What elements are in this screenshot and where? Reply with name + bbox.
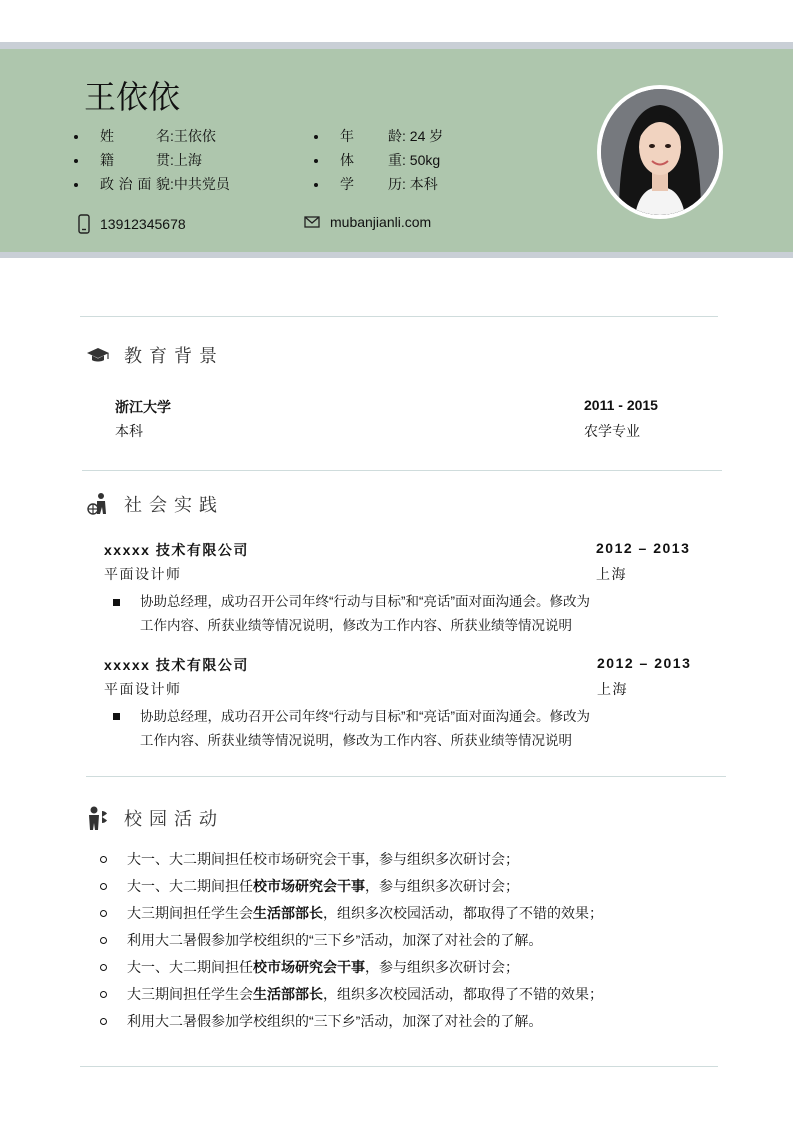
divider bbox=[80, 316, 718, 317]
practice-period: 2012 – 2013 bbox=[597, 655, 692, 671]
practice-period: 2012 – 2013 bbox=[596, 540, 691, 556]
job-role: 平面设计师 bbox=[104, 681, 182, 697]
job-description: 协助总经理，成功召开公司年终“行动与目标”和“亮话”面对面沟通会。修改为 工作内容、所获业绩等情况说明，修改为工作内容、所获业绩等情况说明 bbox=[140, 594, 590, 633]
presenter-icon bbox=[86, 805, 110, 831]
list-item: 利用大二暑假参加学校组织的“三下乡”活动，加深了对社会的了解。 bbox=[100, 1008, 603, 1035]
divider bbox=[80, 1066, 718, 1067]
contact-email[interactable] bbox=[304, 214, 431, 230]
personal-info-right bbox=[314, 124, 443, 196]
profile-photo bbox=[597, 85, 723, 219]
info-item-hometown: 籍贯 : 上海 bbox=[74, 148, 230, 172]
degree: 本科 bbox=[115, 423, 143, 439]
list-item: 大三期间担任学生会生活部部长，组织多次校园活动，都取得了不错的效果； bbox=[100, 981, 603, 1008]
email-icon bbox=[304, 216, 320, 228]
education-period: 2011 - 2015 bbox=[584, 397, 658, 413]
info-item-education: 学历 : 本科 bbox=[314, 172, 443, 196]
graduation-cap-icon bbox=[86, 346, 110, 364]
header-bottom-stripe bbox=[0, 252, 793, 258]
candidate-name: 王依依 bbox=[84, 79, 181, 115]
personal-info-left bbox=[74, 124, 230, 196]
email-address: mubanjianli.com bbox=[330, 214, 432, 230]
company-name: xxxxx 技术有限公司 bbox=[104, 657, 249, 673]
list-item: 大三期间担任学生会生活部部长，组织多次校园活动，都取得了不错的效果； bbox=[100, 900, 603, 927]
divider bbox=[86, 776, 726, 777]
info-item-name: 姓名 : 王依依 bbox=[74, 124, 230, 148]
list-item: 大一、大二期间担任校市场研究会干事，参与组织多次研讨会； bbox=[100, 954, 603, 981]
portrait-image bbox=[601, 89, 719, 215]
company-name: xxxxx 技术有限公司 bbox=[104, 542, 249, 558]
worker-icon bbox=[86, 492, 110, 516]
info-item-age: 年龄 : 24 岁 bbox=[314, 124, 443, 148]
header-top-stripe bbox=[0, 42, 793, 49]
phone-icon bbox=[78, 214, 90, 234]
job-location: 上海 bbox=[596, 566, 627, 582]
school-name: 浙江大学 bbox=[115, 399, 171, 415]
bullet-square bbox=[113, 599, 120, 606]
list-item: 大一、大二期间担任校市场研究会干事，参与组织多次研讨会； bbox=[100, 846, 603, 873]
section-title-practice: 社会实践 bbox=[86, 491, 224, 517]
major: 农学专业 bbox=[584, 423, 640, 439]
bullet-square bbox=[113, 713, 120, 720]
phone-number: 13912345678 bbox=[100, 216, 186, 232]
info-item-weight: 体重 : 50kg bbox=[314, 148, 443, 172]
divider bbox=[82, 470, 722, 471]
contact-phone[interactable] bbox=[78, 214, 186, 234]
avatar bbox=[601, 89, 719, 215]
section-title-campus: 校园活动 bbox=[86, 805, 224, 831]
job-location: 上海 bbox=[597, 681, 628, 697]
job-role: 平面设计师 bbox=[104, 566, 182, 582]
job-description: 协助总经理，成功召开公司年终“行动与目标”和“亮话”面对面沟通会。修改为 工作内容、所获业绩等情况说明，修改为工作内容、所获业绩等情况说明 bbox=[140, 709, 590, 748]
list-item: 利用大二暑假参加学校组织的“三下乡”活动，加深了对社会的了解。 bbox=[100, 927, 603, 954]
list-item: 大一、大二期间担任校市场研究会干事，参与组织多次研讨会； bbox=[100, 873, 603, 900]
section-title-education: 教育背景 bbox=[86, 342, 224, 368]
info-item-political-status: 政治面貌 : 中共党员 bbox=[74, 172, 230, 196]
campus-activity-list bbox=[100, 846, 603, 1035]
